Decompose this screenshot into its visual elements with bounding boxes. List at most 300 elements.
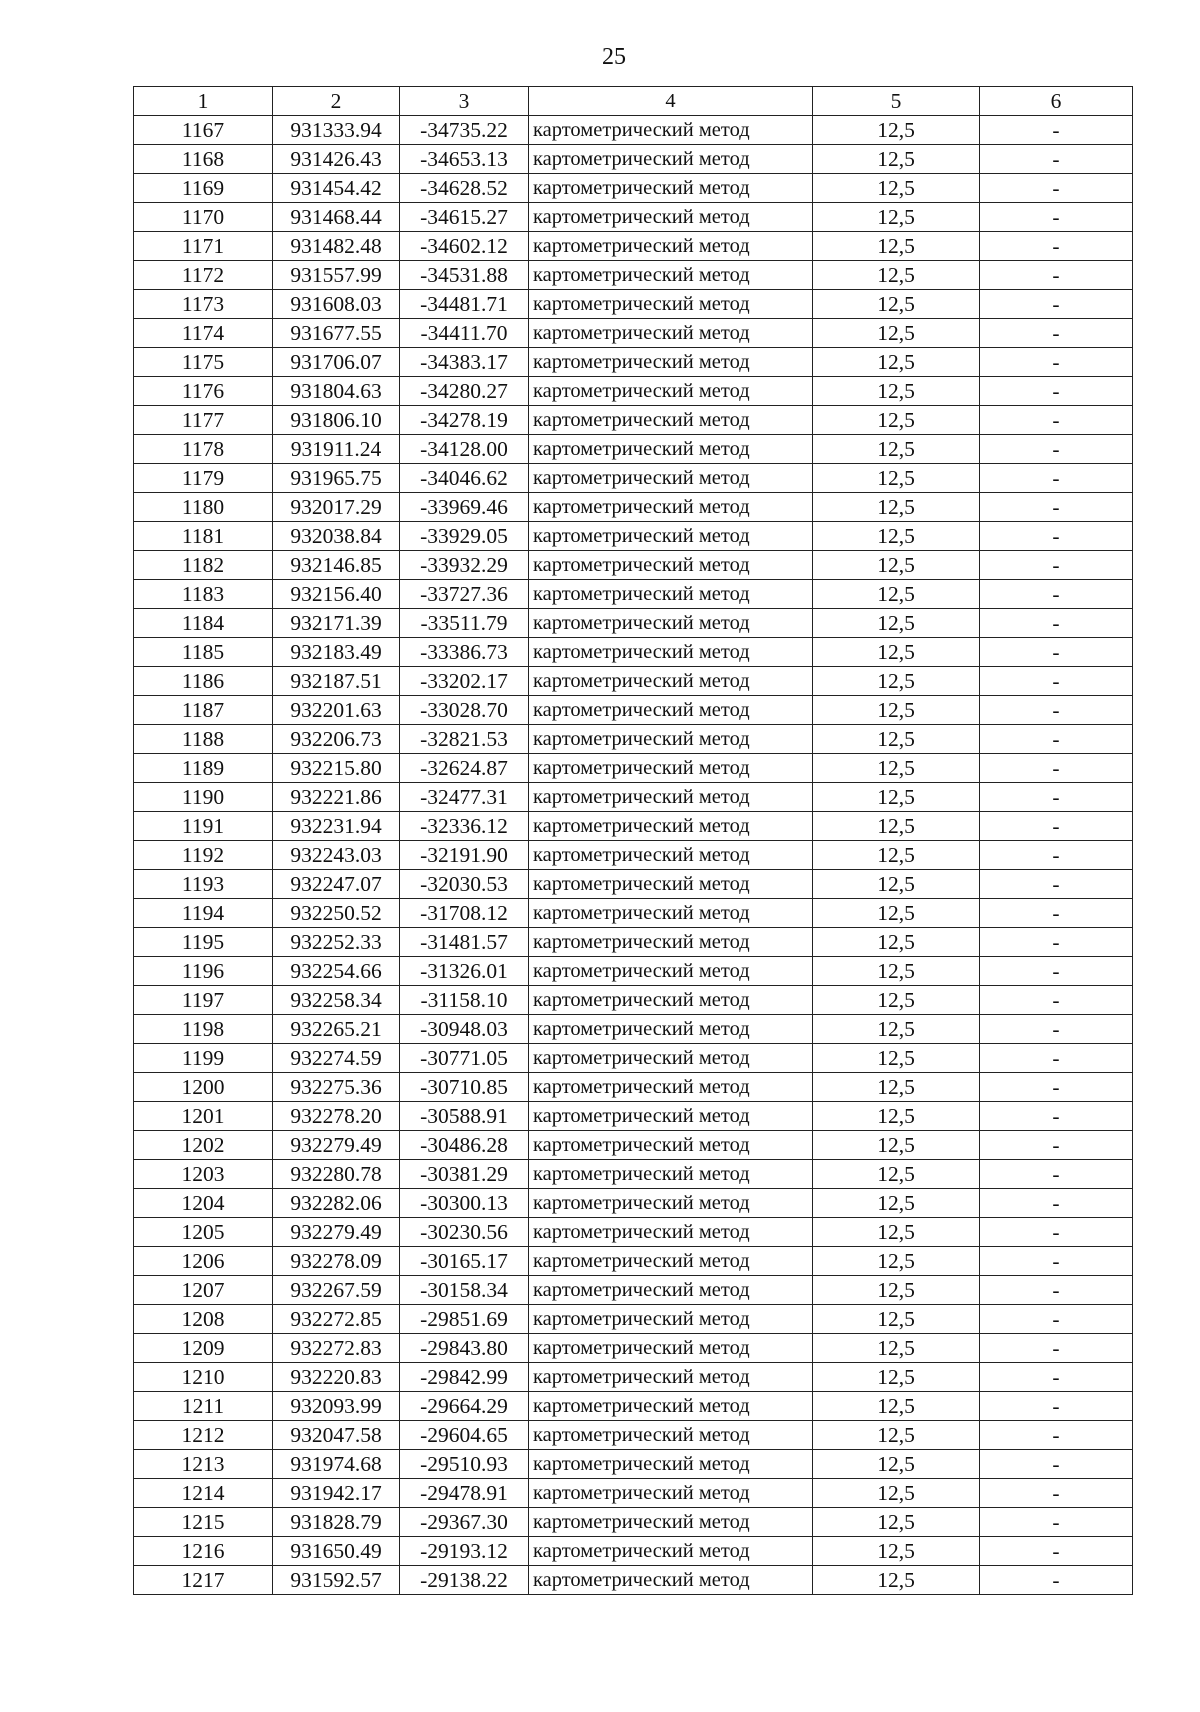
y-coordinate-cell: -31158.10 [400, 986, 529, 1015]
note-cell: - [980, 1537, 1133, 1566]
table-row [134, 1131, 1133, 1160]
x-coordinate-cell: 932183.49 [273, 638, 400, 667]
x-coordinate-cell: 932156.40 [273, 580, 400, 609]
x-coordinate-cell: 932258.34 [273, 986, 400, 1015]
note-cell: - [980, 899, 1133, 928]
point-number-cell: 1181 [134, 522, 273, 551]
y-coordinate-cell: -29604.65 [400, 1421, 529, 1450]
accuracy-cell: 12,5 [813, 841, 980, 870]
accuracy-cell: 12,5 [813, 348, 980, 377]
method-cell: картометрический метод [529, 841, 813, 870]
y-coordinate-cell: -32477.31 [400, 783, 529, 812]
method-cell: картометрический метод [529, 696, 813, 725]
x-coordinate-cell: 932247.07 [273, 870, 400, 899]
point-number-cell: 1183 [134, 580, 273, 609]
note-cell: - [980, 609, 1133, 638]
note-cell: - [980, 522, 1133, 551]
table-row [134, 1073, 1133, 1102]
x-coordinate-cell: 932221.86 [273, 783, 400, 812]
point-number-cell: 1191 [134, 812, 273, 841]
coordinates-table [133, 86, 1133, 1595]
table-row [134, 1479, 1133, 1508]
x-coordinate-cell: 932282.06 [273, 1189, 400, 1218]
x-coordinate-cell: 932278.09 [273, 1247, 400, 1276]
note-cell: - [980, 1247, 1133, 1276]
y-coordinate-cell: -29138.22 [400, 1566, 529, 1595]
point-number-cell: 1174 [134, 319, 273, 348]
accuracy-cell: 12,5 [813, 899, 980, 928]
method-cell: картометрический метод [529, 812, 813, 841]
table-row [134, 957, 1133, 986]
table-row [134, 1334, 1133, 1363]
note-cell: - [980, 1218, 1133, 1247]
method-cell: картометрический метод [529, 232, 813, 261]
point-number-cell: 1211 [134, 1392, 273, 1421]
accuracy-cell: 12,5 [813, 1334, 980, 1363]
page-number: 25 [602, 44, 626, 70]
x-coordinate-cell: 931942.17 [273, 1479, 400, 1508]
method-cell: картометрический метод [529, 609, 813, 638]
method-cell: картометрический метод [529, 986, 813, 1015]
y-coordinate-cell: -30300.13 [400, 1189, 529, 1218]
x-coordinate-cell: 932231.94 [273, 812, 400, 841]
table-row [134, 493, 1133, 522]
accuracy-cell: 12,5 [813, 1189, 980, 1218]
y-coordinate-cell: -30230.56 [400, 1218, 529, 1247]
table-row [134, 319, 1133, 348]
accuracy-cell: 12,5 [813, 1566, 980, 1595]
method-cell: картометрический метод [529, 1363, 813, 1392]
y-coordinate-cell: -34628.52 [400, 174, 529, 203]
table-row [134, 261, 1133, 290]
table-row [134, 174, 1133, 203]
note-cell: - [980, 116, 1133, 145]
x-coordinate-cell: 932146.85 [273, 551, 400, 580]
accuracy-cell: 12,5 [813, 580, 980, 609]
x-coordinate-cell: 932279.49 [273, 1131, 400, 1160]
table-header-row [134, 87, 1133, 116]
accuracy-cell: 12,5 [813, 1015, 980, 1044]
note-cell: - [980, 1363, 1133, 1392]
table-row [134, 551, 1133, 580]
note-cell: - [980, 145, 1133, 174]
table-row [134, 116, 1133, 145]
y-coordinate-cell: -29842.99 [400, 1363, 529, 1392]
note-cell: - [980, 1102, 1133, 1131]
x-coordinate-cell: 931482.48 [273, 232, 400, 261]
table-row [134, 1044, 1133, 1073]
y-coordinate-cell: -34735.22 [400, 116, 529, 145]
x-coordinate-cell: 931592.57 [273, 1566, 400, 1595]
y-coordinate-cell: -30710.85 [400, 1073, 529, 1102]
note-cell: - [980, 406, 1133, 435]
table-row [134, 1450, 1133, 1479]
point-number-cell: 1212 [134, 1421, 273, 1450]
method-cell: картометрический метод [529, 203, 813, 232]
note-cell: - [980, 1276, 1133, 1305]
note-cell: - [980, 1131, 1133, 1160]
point-number-cell: 1175 [134, 348, 273, 377]
table-row [134, 870, 1133, 899]
note-cell: - [980, 1392, 1133, 1421]
x-coordinate-cell: 931706.07 [273, 348, 400, 377]
x-coordinate-cell: 932265.21 [273, 1015, 400, 1044]
y-coordinate-cell: -31708.12 [400, 899, 529, 928]
method-cell: картометрический метод [529, 1247, 813, 1276]
y-coordinate-cell: -34411.70 [400, 319, 529, 348]
method-cell: картометрический метод [529, 1218, 813, 1247]
x-coordinate-cell: 931650.49 [273, 1537, 400, 1566]
note-cell: - [980, 696, 1133, 725]
note-cell: - [980, 551, 1133, 580]
table-row [134, 1218, 1133, 1247]
y-coordinate-cell: -33028.70 [400, 696, 529, 725]
table-row [134, 1276, 1133, 1305]
method-cell: картометрический метод [529, 406, 813, 435]
note-cell: - [980, 1566, 1133, 1595]
accuracy-cell: 12,5 [813, 1218, 980, 1247]
column-header: 2 [273, 87, 400, 116]
table-row [134, 464, 1133, 493]
accuracy-cell: 12,5 [813, 812, 980, 841]
y-coordinate-cell: -34280.27 [400, 377, 529, 406]
method-cell: картометрический метод [529, 1015, 813, 1044]
method-cell: картометрический метод [529, 1392, 813, 1421]
table-row [134, 377, 1133, 406]
x-coordinate-cell: 932250.52 [273, 899, 400, 928]
method-cell: картометрический метод [529, 319, 813, 348]
accuracy-cell: 12,5 [813, 319, 980, 348]
point-number-cell: 1215 [134, 1508, 273, 1537]
table-row [134, 580, 1133, 609]
x-coordinate-cell: 931828.79 [273, 1508, 400, 1537]
accuracy-cell: 12,5 [813, 1537, 980, 1566]
method-cell: картометрический метод [529, 1537, 813, 1566]
note-cell: - [980, 1015, 1133, 1044]
note-cell: - [980, 1073, 1133, 1102]
table-row [134, 725, 1133, 754]
table-row [134, 1305, 1133, 1334]
point-number-cell: 1170 [134, 203, 273, 232]
table-row [134, 1160, 1133, 1189]
x-coordinate-cell: 932093.99 [273, 1392, 400, 1421]
method-cell: картометрический метод [529, 290, 813, 319]
accuracy-cell: 12,5 [813, 464, 980, 493]
note-cell: - [980, 1189, 1133, 1218]
x-coordinate-cell: 932272.85 [273, 1305, 400, 1334]
y-coordinate-cell: -34278.19 [400, 406, 529, 435]
x-coordinate-cell: 932220.83 [273, 1363, 400, 1392]
note-cell: - [980, 667, 1133, 696]
accuracy-cell: 12,5 [813, 1305, 980, 1334]
method-cell: картометрический метод [529, 783, 813, 812]
y-coordinate-cell: -33386.73 [400, 638, 529, 667]
accuracy-cell: 12,5 [813, 1160, 980, 1189]
accuracy-cell: 12,5 [813, 1247, 980, 1276]
method-cell: картометрический метод [529, 522, 813, 551]
accuracy-cell: 12,5 [813, 986, 980, 1015]
method-cell: картометрический метод [529, 928, 813, 957]
accuracy-cell: 12,5 [813, 1131, 980, 1160]
y-coordinate-cell: -33727.36 [400, 580, 529, 609]
accuracy-cell: 12,5 [813, 783, 980, 812]
y-coordinate-cell: -34046.62 [400, 464, 529, 493]
point-number-cell: 1172 [134, 261, 273, 290]
x-coordinate-cell: 932254.66 [273, 957, 400, 986]
method-cell: картометрический метод [529, 1566, 813, 1595]
point-number-cell: 1204 [134, 1189, 273, 1218]
method-cell: картометрический метод [529, 580, 813, 609]
x-coordinate-cell: 931911.24 [273, 435, 400, 464]
y-coordinate-cell: -32191.90 [400, 841, 529, 870]
point-number-cell: 1171 [134, 232, 273, 261]
point-number-cell: 1180 [134, 493, 273, 522]
y-coordinate-cell: -34602.12 [400, 232, 529, 261]
point-number-cell: 1203 [134, 1160, 273, 1189]
point-number-cell: 1207 [134, 1276, 273, 1305]
y-coordinate-cell: -32821.53 [400, 725, 529, 754]
accuracy-cell: 12,5 [813, 1508, 980, 1537]
column-header: 6 [980, 87, 1133, 116]
note-cell: - [980, 580, 1133, 609]
x-coordinate-cell: 931965.75 [273, 464, 400, 493]
note-cell: - [980, 841, 1133, 870]
accuracy-cell: 12,5 [813, 551, 980, 580]
point-number-cell: 1176 [134, 377, 273, 406]
method-cell: картометрический метод [529, 1189, 813, 1218]
note-cell: - [980, 1479, 1133, 1508]
x-coordinate-cell: 932278.20 [273, 1102, 400, 1131]
note-cell: - [980, 261, 1133, 290]
point-number-cell: 1216 [134, 1537, 273, 1566]
y-coordinate-cell: -30588.91 [400, 1102, 529, 1131]
table-row [134, 1189, 1133, 1218]
note-cell: - [980, 1044, 1133, 1073]
y-coordinate-cell: -30165.17 [400, 1247, 529, 1276]
accuracy-cell: 12,5 [813, 667, 980, 696]
accuracy-cell: 12,5 [813, 1479, 980, 1508]
x-coordinate-cell: 932243.03 [273, 841, 400, 870]
method-cell: картометрический метод [529, 1305, 813, 1334]
point-number-cell: 1178 [134, 435, 273, 464]
y-coordinate-cell: -32336.12 [400, 812, 529, 841]
accuracy-cell: 12,5 [813, 1276, 980, 1305]
y-coordinate-cell: -33929.05 [400, 522, 529, 551]
note-cell: - [980, 348, 1133, 377]
accuracy-cell: 12,5 [813, 1450, 980, 1479]
note-cell: - [980, 203, 1133, 232]
method-cell: картометрический метод [529, 116, 813, 145]
table-row [134, 435, 1133, 464]
x-coordinate-cell: 932280.78 [273, 1160, 400, 1189]
x-coordinate-cell: 932171.39 [273, 609, 400, 638]
point-number-cell: 1210 [134, 1363, 273, 1392]
method-cell: картометрический метод [529, 1160, 813, 1189]
point-number-cell: 1177 [134, 406, 273, 435]
accuracy-cell: 12,5 [813, 174, 980, 203]
point-number-cell: 1217 [134, 1566, 273, 1595]
y-coordinate-cell: -29478.91 [400, 1479, 529, 1508]
x-coordinate-cell: 932215.80 [273, 754, 400, 783]
table-row [134, 609, 1133, 638]
y-coordinate-cell: -33969.46 [400, 493, 529, 522]
x-coordinate-cell: 931677.55 [273, 319, 400, 348]
accuracy-cell: 12,5 [813, 1392, 980, 1421]
method-cell: картометрический метод [529, 1334, 813, 1363]
note-cell: - [980, 754, 1133, 783]
accuracy-cell: 12,5 [813, 203, 980, 232]
point-number-cell: 1199 [134, 1044, 273, 1073]
column-header: 4 [529, 87, 813, 116]
note-cell: - [980, 870, 1133, 899]
point-number-cell: 1196 [134, 957, 273, 986]
column-header: 3 [400, 87, 529, 116]
accuracy-cell: 12,5 [813, 290, 980, 319]
note-cell: - [980, 1450, 1133, 1479]
method-cell: картометрический метод [529, 1073, 813, 1102]
table-row [134, 203, 1133, 232]
y-coordinate-cell: -34653.13 [400, 145, 529, 174]
method-cell: картометрический метод [529, 638, 813, 667]
method-cell: картометрический метод [529, 1131, 813, 1160]
method-cell: картометрический метод [529, 1421, 813, 1450]
method-cell: картометрический метод [529, 348, 813, 377]
y-coordinate-cell: -32624.87 [400, 754, 529, 783]
accuracy-cell: 12,5 [813, 725, 980, 754]
note-cell: - [980, 986, 1133, 1015]
accuracy-cell: 12,5 [813, 696, 980, 725]
y-coordinate-cell: -32030.53 [400, 870, 529, 899]
point-number-cell: 1186 [134, 667, 273, 696]
table-row [134, 1566, 1133, 1595]
column-header: 1 [134, 87, 273, 116]
method-cell: картометрический метод [529, 1479, 813, 1508]
table-row [134, 348, 1133, 377]
table-row [134, 812, 1133, 841]
x-coordinate-cell: 932272.83 [273, 1334, 400, 1363]
y-coordinate-cell: -30771.05 [400, 1044, 529, 1073]
table-row [134, 1247, 1133, 1276]
accuracy-cell: 12,5 [813, 232, 980, 261]
table-row [134, 841, 1133, 870]
y-coordinate-cell: -30948.03 [400, 1015, 529, 1044]
y-coordinate-cell: -34383.17 [400, 348, 529, 377]
point-number-cell: 1192 [134, 841, 273, 870]
method-cell: картометрический метод [529, 899, 813, 928]
point-number-cell: 1167 [134, 116, 273, 145]
x-coordinate-cell: 932187.51 [273, 667, 400, 696]
point-number-cell: 1173 [134, 290, 273, 319]
table-row [134, 1421, 1133, 1450]
y-coordinate-cell: -31326.01 [400, 957, 529, 986]
table-row [134, 1392, 1133, 1421]
accuracy-cell: 12,5 [813, 493, 980, 522]
method-cell: картометрический метод [529, 493, 813, 522]
y-coordinate-cell: -31481.57 [400, 928, 529, 957]
table-row [134, 1015, 1133, 1044]
note-cell: - [980, 725, 1133, 754]
note-cell: - [980, 377, 1133, 406]
method-cell: картометрический метод [529, 1450, 813, 1479]
note-cell: - [980, 812, 1133, 841]
x-coordinate-cell: 932274.59 [273, 1044, 400, 1073]
x-coordinate-cell: 931333.94 [273, 116, 400, 145]
note-cell: - [980, 783, 1133, 812]
note-cell: - [980, 290, 1133, 319]
point-number-cell: 1205 [134, 1218, 273, 1247]
point-number-cell: 1198 [134, 1015, 273, 1044]
point-number-cell: 1214 [134, 1479, 273, 1508]
note-cell: - [980, 1305, 1133, 1334]
accuracy-cell: 12,5 [813, 377, 980, 406]
point-number-cell: 1184 [134, 609, 273, 638]
point-number-cell: 1182 [134, 551, 273, 580]
point-number-cell: 1185 [134, 638, 273, 667]
accuracy-cell: 12,5 [813, 1363, 980, 1392]
point-number-cell: 1169 [134, 174, 273, 203]
method-cell: картометрический метод [529, 145, 813, 174]
column-header: 5 [813, 87, 980, 116]
accuracy-cell: 12,5 [813, 1073, 980, 1102]
y-coordinate-cell: -33202.17 [400, 667, 529, 696]
accuracy-cell: 12,5 [813, 522, 980, 551]
method-cell: картометрический метод [529, 725, 813, 754]
method-cell: картометрический метод [529, 435, 813, 464]
accuracy-cell: 12,5 [813, 116, 980, 145]
note-cell: - [980, 1160, 1133, 1189]
method-cell: картометрический метод [529, 1044, 813, 1073]
y-coordinate-cell: -33932.29 [400, 551, 529, 580]
table-row [134, 522, 1133, 551]
note-cell: - [980, 1334, 1133, 1363]
table-row [134, 928, 1133, 957]
y-coordinate-cell: -30381.29 [400, 1160, 529, 1189]
point-number-cell: 1189 [134, 754, 273, 783]
x-coordinate-cell: 931608.03 [273, 290, 400, 319]
y-coordinate-cell: -29843.80 [400, 1334, 529, 1363]
x-coordinate-cell: 931804.63 [273, 377, 400, 406]
point-number-cell: 1194 [134, 899, 273, 928]
x-coordinate-cell: 931806.10 [273, 406, 400, 435]
point-number-cell: 1206 [134, 1247, 273, 1276]
table-row [134, 899, 1133, 928]
accuracy-cell: 12,5 [813, 1044, 980, 1073]
point-number-cell: 1201 [134, 1102, 273, 1131]
table-row [134, 667, 1133, 696]
point-number-cell: 1187 [134, 696, 273, 725]
accuracy-cell: 12,5 [813, 928, 980, 957]
accuracy-cell: 12,5 [813, 1421, 980, 1450]
note-cell: - [980, 1421, 1133, 1450]
method-cell: картометрический метод [529, 377, 813, 406]
y-coordinate-cell: -30486.28 [400, 1131, 529, 1160]
table-row [134, 290, 1133, 319]
accuracy-cell: 12,5 [813, 1102, 980, 1131]
method-cell: картометрический метод [529, 957, 813, 986]
y-coordinate-cell: -29664.29 [400, 1392, 529, 1421]
method-cell: картометрический метод [529, 1276, 813, 1305]
method-cell: картометрический метод [529, 464, 813, 493]
x-coordinate-cell: 932279.49 [273, 1218, 400, 1247]
x-coordinate-cell: 932275.36 [273, 1073, 400, 1102]
y-coordinate-cell: -29851.69 [400, 1305, 529, 1334]
note-cell: - [980, 1508, 1133, 1537]
method-cell: картометрический метод [529, 667, 813, 696]
note-cell: - [980, 435, 1133, 464]
method-cell: картометрический метод [529, 754, 813, 783]
note-cell: - [980, 174, 1133, 203]
x-coordinate-cell: 931426.43 [273, 145, 400, 174]
